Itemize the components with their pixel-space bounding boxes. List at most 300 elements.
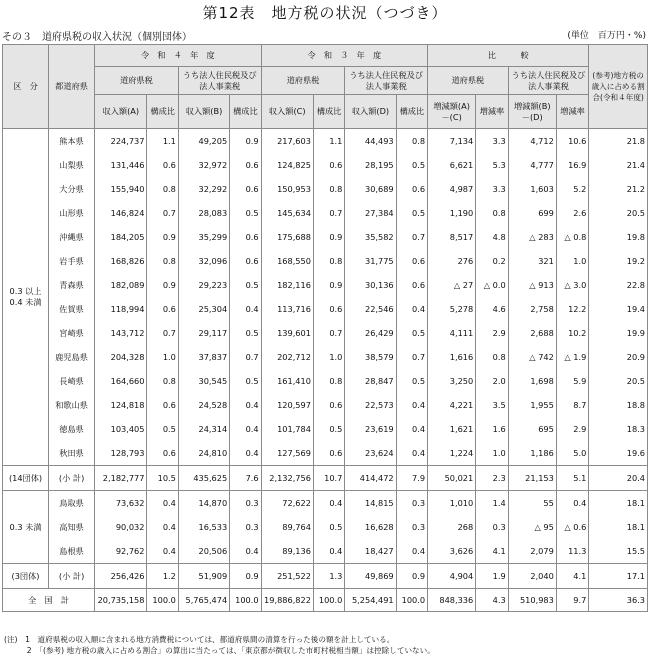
header-hikaku-uchi: うち法人住民税及び法人事業税 <box>508 67 589 95</box>
table-row <box>3 201 648 225</box>
prefecture-name: 宮崎県 <box>49 321 95 345</box>
header-kosei-4: 構成比 <box>396 95 427 129</box>
data-cell: △ 0.8 <box>556 225 588 249</box>
data-cell: 19.2 <box>589 249 648 273</box>
data-cell: 18,427 <box>345 539 396 564</box>
data-cell: 3.3 <box>476 177 508 201</box>
data-cell: 0.4 <box>230 417 261 441</box>
data-cell: 0.3 <box>396 491 427 516</box>
data-cell: 4,221 <box>428 393 476 417</box>
header-shunyu-b: 収入額(B) <box>178 95 229 129</box>
data-cell: 414,472 <box>345 466 396 491</box>
data-cell: 1,621 <box>428 417 476 441</box>
data-cell: 20,506 <box>178 539 229 564</box>
data-cell: 89,764 <box>261 515 313 539</box>
data-cell: 0.6 <box>230 153 261 177</box>
data-cell: 92,762 <box>95 539 147 564</box>
data-cell: 2.0 <box>476 369 508 393</box>
data-cell: △ 742 <box>508 345 556 369</box>
data-cell: 143,712 <box>95 321 147 345</box>
data-cell: 0.8 <box>313 177 344 201</box>
data-cell: 0.6 <box>147 297 178 321</box>
prefecture-name: 青森県 <box>49 273 95 297</box>
data-cell: △ 0.6 <box>556 515 588 539</box>
data-cell: △ 913 <box>508 273 556 297</box>
data-cell: 32,096 <box>178 249 229 273</box>
header-hikaku-dofukenzei: 道府県税 <box>428 67 509 95</box>
header-shunyu-d: 収入額(D) <box>345 95 396 129</box>
data-cell: 8.7 <box>556 393 588 417</box>
prefecture-name: 大分県 <box>49 177 95 201</box>
data-cell: 4.6 <box>476 297 508 321</box>
group-label <box>3 491 49 564</box>
data-cell: 1,224 <box>428 441 476 466</box>
data-cell: 4,712 <box>508 129 556 154</box>
data-cell: 0.8 <box>476 345 508 369</box>
table-row <box>3 225 648 249</box>
data-cell: △ 95 <box>508 515 556 539</box>
data-cell: 10.7 <box>313 466 344 491</box>
subtotal-count: (3団体) <box>3 564 49 589</box>
header-shunyu-c: 収入額(C) <box>261 95 313 129</box>
table-row <box>3 177 648 201</box>
data-cell: 0.7 <box>147 201 178 225</box>
data-cell: 0.9 <box>313 225 344 249</box>
prefecture-name: 山梨県 <box>49 153 95 177</box>
data-cell: 2.9 <box>556 417 588 441</box>
data-cell: 37,837 <box>178 345 229 369</box>
header-r4-dofukenzei: 道府県税 <box>95 67 179 95</box>
data-cell: 24,314 <box>178 417 229 441</box>
data-cell: 0.7 <box>313 201 344 225</box>
data-cell: 0.8 <box>396 129 427 154</box>
total-row <box>3 589 648 612</box>
data-cell: 0.6 <box>396 177 427 201</box>
prefecture-name: 山形県 <box>49 201 95 225</box>
data-cell: 0.6 <box>147 153 178 177</box>
data-cell: 2.3 <box>476 466 508 491</box>
data-cell: 1,698 <box>508 369 556 393</box>
data-cell: 15.5 <box>589 539 648 564</box>
group-label-line: 0.3 以上 <box>9 286 42 296</box>
data-cell: 4.3 <box>476 589 508 612</box>
data-cell: 3,626 <box>428 539 476 564</box>
data-cell: 73,632 <box>95 491 147 516</box>
data-cell: 0.4 <box>556 491 588 516</box>
data-cell: 10.6 <box>556 129 588 154</box>
data-cell: 1,010 <box>428 491 476 516</box>
table-row <box>3 153 648 177</box>
data-cell: 0.9 <box>230 129 261 154</box>
data-cell: 0.4 <box>230 393 261 417</box>
data-cell: 699 <box>508 201 556 225</box>
footnote-1: (注) 1 道府県税の収入額に含まれる地方消費税については、都道府県間の清算を行った後の額を計上している。 <box>4 635 395 644</box>
data-cell: 0.4 <box>396 441 427 466</box>
data-cell: 38,579 <box>345 345 396 369</box>
data-cell: 35,299 <box>178 225 229 249</box>
data-cell: 3.5 <box>476 393 508 417</box>
data-cell: 21.4 <box>589 153 648 177</box>
data-cell: 5.2 <box>556 177 588 201</box>
data-cell: 1,616 <box>428 345 476 369</box>
data-cell: 19,886,822 <box>261 589 313 612</box>
data-cell: 6,621 <box>428 153 476 177</box>
data-cell: 0.5 <box>396 201 427 225</box>
table-row <box>3 491 648 516</box>
tax-revenue-table <box>2 44 648 612</box>
table-row <box>3 129 648 154</box>
data-cell: 217,603 <box>261 129 313 154</box>
data-cell: 0.4 <box>147 539 178 564</box>
data-cell: 28,195 <box>345 153 396 177</box>
data-cell: 0.9 <box>230 564 261 589</box>
data-cell: 11.3 <box>556 539 588 564</box>
data-cell: 124,825 <box>261 153 313 177</box>
data-cell: 0.6 <box>230 225 261 249</box>
table-row <box>3 393 648 417</box>
data-cell: 0.9 <box>147 225 178 249</box>
data-cell: 4,987 <box>428 177 476 201</box>
data-cell: 848,336 <box>428 589 476 612</box>
data-cell: 0.5 <box>313 417 344 441</box>
header-kosei-3: 構成比 <box>313 95 344 129</box>
header-zogen-ac: 増減額(A)－(C) <box>428 95 476 129</box>
header-zogenritsu-1: 増減率 <box>476 95 508 129</box>
data-cell: 4,904 <box>428 564 476 589</box>
table-row <box>3 273 648 297</box>
data-cell: 100.0 <box>230 589 261 612</box>
data-cell: 0.3 <box>230 515 261 539</box>
data-cell: 32,292 <box>178 177 229 201</box>
data-cell: 30,136 <box>345 273 396 297</box>
header-r3-dofukenzei: 道府県税 <box>261 67 345 95</box>
data-cell: 695 <box>508 417 556 441</box>
header-r3: 令 和 ３ 年 度 <box>261 45 427 67</box>
header-kubun: 区 分 <box>3 45 49 129</box>
prefecture-name: 長崎県 <box>49 369 95 393</box>
data-cell: 4,777 <box>508 153 556 177</box>
data-cell: 113,716 <box>261 297 313 321</box>
data-cell: 0.9 <box>313 273 344 297</box>
data-cell: 18.1 <box>589 515 648 539</box>
data-cell: 1,190 <box>428 201 476 225</box>
prefecture-name: 高知県 <box>49 515 95 539</box>
data-cell: 256,426 <box>95 564 147 589</box>
data-cell: 1.0 <box>556 249 588 273</box>
data-cell: 20.5 <box>589 369 648 393</box>
prefecture-name: 鳥取県 <box>49 491 95 516</box>
data-cell: 124,818 <box>95 393 147 417</box>
data-cell: 0.8 <box>476 201 508 225</box>
data-cell: 2.9 <box>476 321 508 345</box>
data-cell: 224,737 <box>95 129 147 154</box>
data-cell: 19.4 <box>589 297 648 321</box>
data-cell: 2,079 <box>508 539 556 564</box>
data-cell: 321 <box>508 249 556 273</box>
prefecture-name: 島根県 <box>49 539 95 564</box>
data-cell: 23,624 <box>345 441 396 466</box>
header-reference: (参考)地方税の歳入に占める割合(令和４年度) <box>589 45 648 129</box>
data-cell: △ 1.9 <box>556 345 588 369</box>
data-cell: 21.8 <box>589 129 648 154</box>
data-cell: 29,223 <box>178 273 229 297</box>
data-cell: 4.1 <box>476 539 508 564</box>
data-cell: 131,446 <box>95 153 147 177</box>
data-cell: 19.6 <box>589 441 648 466</box>
table-row <box>3 345 648 369</box>
data-cell: 4,111 <box>428 321 476 345</box>
prefecture-name: 徳島県 <box>49 417 95 441</box>
data-cell: 0.6 <box>147 441 178 466</box>
data-cell: 0.5 <box>396 321 427 345</box>
data-cell: 22,546 <box>345 297 396 321</box>
data-cell: 23,619 <box>345 417 396 441</box>
data-cell: 12.2 <box>556 297 588 321</box>
data-cell: 0.4 <box>230 539 261 564</box>
data-cell: 0.8 <box>313 369 344 393</box>
data-cell: 4.1 <box>556 564 588 589</box>
data-cell: 26,429 <box>345 321 396 345</box>
data-cell: 30,689 <box>345 177 396 201</box>
header-hikaku: 比 較 <box>428 45 589 67</box>
data-cell: 0.8 <box>147 369 178 393</box>
data-cell: △ 27 <box>428 273 476 297</box>
data-cell: 0.4 <box>396 539 427 564</box>
data-cell: 27,384 <box>345 201 396 225</box>
data-cell: 2,758 <box>508 297 556 321</box>
data-cell: 16,533 <box>178 515 229 539</box>
data-cell: 0.4 <box>396 297 427 321</box>
table-row <box>3 515 648 539</box>
data-cell: 21,153 <box>508 466 556 491</box>
data-cell: 35,582 <box>345 225 396 249</box>
data-cell: 0.6 <box>147 393 178 417</box>
total-label: 全 国 計 <box>3 589 95 612</box>
header-zogen-bd: 増減額(B)－(D) <box>508 95 556 129</box>
data-cell: 0.3 <box>230 491 261 516</box>
data-cell: 0.6 <box>313 441 344 466</box>
data-cell: 0.4 <box>396 393 427 417</box>
data-cell: 16,628 <box>345 515 396 539</box>
data-cell: 1.0 <box>476 441 508 466</box>
data-cell: 1,186 <box>508 441 556 466</box>
data-cell: 32,972 <box>178 153 229 177</box>
data-cell: 268 <box>428 515 476 539</box>
data-cell: 4.8 <box>476 225 508 249</box>
data-cell: 0.8 <box>147 249 178 273</box>
data-cell: 1,603 <box>508 177 556 201</box>
data-cell: 0.5 <box>396 153 427 177</box>
data-cell: 0.5 <box>396 369 427 393</box>
prefecture-name: 岩手県 <box>49 249 95 273</box>
data-cell: 127,569 <box>261 441 313 466</box>
footnotes <box>4 634 435 656</box>
data-cell: 22,573 <box>345 393 396 417</box>
table-row <box>3 321 648 345</box>
data-cell: 0.7 <box>230 345 261 369</box>
data-cell: 1.1 <box>313 129 344 154</box>
data-cell: 202,712 <box>261 345 313 369</box>
data-cell: 0.7 <box>396 225 427 249</box>
subtotal-row <box>3 466 648 491</box>
subtotal-row <box>3 564 648 589</box>
data-cell: 155,940 <box>95 177 147 201</box>
data-cell: 150,953 <box>261 177 313 201</box>
data-cell: 100.0 <box>396 589 427 612</box>
data-cell: 2,040 <box>508 564 556 589</box>
subtotal-label: (小 計) <box>49 564 95 589</box>
table-header <box>3 45 648 129</box>
data-cell: 0.4 <box>230 297 261 321</box>
data-cell: 2,688 <box>508 321 556 345</box>
subtotal-label: (小 計) <box>49 466 95 491</box>
data-cell: 1.2 <box>147 564 178 589</box>
data-cell: 120,597 <box>261 393 313 417</box>
subtotal-count: (14団体) <box>3 466 49 491</box>
data-cell: 7,134 <box>428 129 476 154</box>
header-pref: 都道府県 <box>49 45 95 129</box>
data-cell: 5.3 <box>476 153 508 177</box>
data-cell: 510,983 <box>508 589 556 612</box>
data-cell: △ 0.0 <box>476 273 508 297</box>
table-row <box>3 441 648 466</box>
data-cell: 0.9 <box>396 564 427 589</box>
data-cell: 0.5 <box>147 417 178 441</box>
data-cell: 0.6 <box>313 153 344 177</box>
data-cell: 1.3 <box>313 564 344 589</box>
data-cell: 0.4 <box>147 515 178 539</box>
data-cell: 0.7 <box>396 345 427 369</box>
table-body <box>3 129 648 612</box>
data-cell: 2,132,756 <box>261 466 313 491</box>
data-cell: 89,136 <box>261 539 313 564</box>
header-r3-uchi: うち法人住民税及び法人事業税 <box>345 67 428 95</box>
data-cell: △ 283 <box>508 225 556 249</box>
data-cell: 161,410 <box>261 369 313 393</box>
data-cell: 0.5 <box>230 201 261 225</box>
data-cell: 51,909 <box>178 564 229 589</box>
data-cell: 5,254,491 <box>345 589 396 612</box>
data-cell: 24,810 <box>178 441 229 466</box>
data-cell: 5,765,474 <box>178 589 229 612</box>
data-cell: 30,545 <box>178 369 229 393</box>
data-cell: 0.3 <box>396 515 427 539</box>
data-cell: 18.3 <box>589 417 648 441</box>
data-cell: 20.4 <box>589 466 648 491</box>
data-cell: 0.4 <box>396 417 427 441</box>
data-cell: 1.4 <box>476 491 508 516</box>
data-cell: 7.9 <box>396 466 427 491</box>
data-cell: 204,328 <box>95 345 147 369</box>
data-cell: 276 <box>428 249 476 273</box>
data-cell: 0.7 <box>313 321 344 345</box>
data-cell: 0.9 <box>147 273 178 297</box>
data-cell: 0.3 <box>476 515 508 539</box>
data-cell: 145,634 <box>261 201 313 225</box>
data-cell: 168,550 <box>261 249 313 273</box>
data-cell: 0.2 <box>476 249 508 273</box>
table-subtitle: その３ 道府県税の収入状況（個別団体） <box>2 32 192 43</box>
table-row <box>3 249 648 273</box>
data-cell: 251,522 <box>261 564 313 589</box>
data-cell: 175,688 <box>261 225 313 249</box>
data-cell: △ 3.0 <box>556 273 588 297</box>
data-cell: 0.6 <box>230 177 261 201</box>
data-cell: 0.5 <box>313 515 344 539</box>
data-cell: 101,784 <box>261 417 313 441</box>
data-cell: 20.9 <box>589 345 648 369</box>
data-cell: 139,601 <box>261 321 313 345</box>
prefecture-name: 和歌山県 <box>49 393 95 417</box>
data-cell: 14,870 <box>178 491 229 516</box>
data-cell: 90,032 <box>95 515 147 539</box>
data-cell: 10.5 <box>147 466 178 491</box>
data-cell: 1.9 <box>476 564 508 589</box>
data-cell: 1.6 <box>476 417 508 441</box>
data-cell: 103,405 <box>95 417 147 441</box>
data-cell: 0.4 <box>313 491 344 516</box>
data-cell: 1.0 <box>313 345 344 369</box>
data-cell: 0.6 <box>313 393 344 417</box>
data-cell: 0.4 <box>313 539 344 564</box>
data-cell: 49,869 <box>345 564 396 589</box>
data-cell: 24,528 <box>178 393 229 417</box>
data-cell: 20.5 <box>589 201 648 225</box>
data-cell: 18.8 <box>589 393 648 417</box>
data-cell: 5.0 <box>556 441 588 466</box>
prefecture-name: 熊本県 <box>49 129 95 154</box>
header-zogenritsu-2: 増減率 <box>556 95 588 129</box>
data-cell: 31,775 <box>345 249 396 273</box>
data-cell: 1.1 <box>147 129 178 154</box>
data-cell: 0.4 <box>147 491 178 516</box>
table-row <box>3 417 648 441</box>
table-row <box>3 369 648 393</box>
data-cell: 3.3 <box>476 129 508 154</box>
table-row <box>3 539 648 564</box>
data-cell: 50,021 <box>428 466 476 491</box>
header-shunyu-a: 収入額(A) <box>95 95 147 129</box>
data-cell: 5.9 <box>556 369 588 393</box>
header-kosei-1: 構成比 <box>147 95 178 129</box>
data-cell: 10.2 <box>556 321 588 345</box>
data-cell: 0.8 <box>147 177 178 201</box>
data-cell: 128,793 <box>95 441 147 466</box>
data-cell: 0.6 <box>313 297 344 321</box>
data-cell: 19.9 <box>589 321 648 345</box>
data-cell: 168,826 <box>95 249 147 273</box>
table-row <box>3 297 648 321</box>
header-r4-uchi: うち法人住民税及び法人事業税 <box>178 67 261 95</box>
group-label-line: 0.3 未満 <box>9 521 42 532</box>
data-cell: 17.1 <box>589 564 648 589</box>
data-cell: 21.2 <box>589 177 648 201</box>
data-cell: 0.4 <box>230 441 261 466</box>
data-cell: 29,117 <box>178 321 229 345</box>
data-cell: 1.0 <box>147 345 178 369</box>
prefecture-name: 沖縄県 <box>49 225 95 249</box>
data-cell: 184,205 <box>95 225 147 249</box>
data-cell: 182,089 <box>95 273 147 297</box>
data-cell: 9.7 <box>556 589 588 612</box>
data-cell: 100.0 <box>147 589 178 612</box>
prefecture-name: 秋田県 <box>49 441 95 466</box>
footnote-2: 2 「(参考) 地方税の歳入に占める割合」の算出に当たっては、「東京都が徴収した市町村税相当額」は控除していない。 <box>4 646 435 655</box>
unit-label: (単位 百万円・%) <box>567 31 646 41</box>
data-cell: 2,182,777 <box>95 466 147 491</box>
data-cell: 44,493 <box>345 129 396 154</box>
data-cell: 0.6 <box>230 249 261 273</box>
